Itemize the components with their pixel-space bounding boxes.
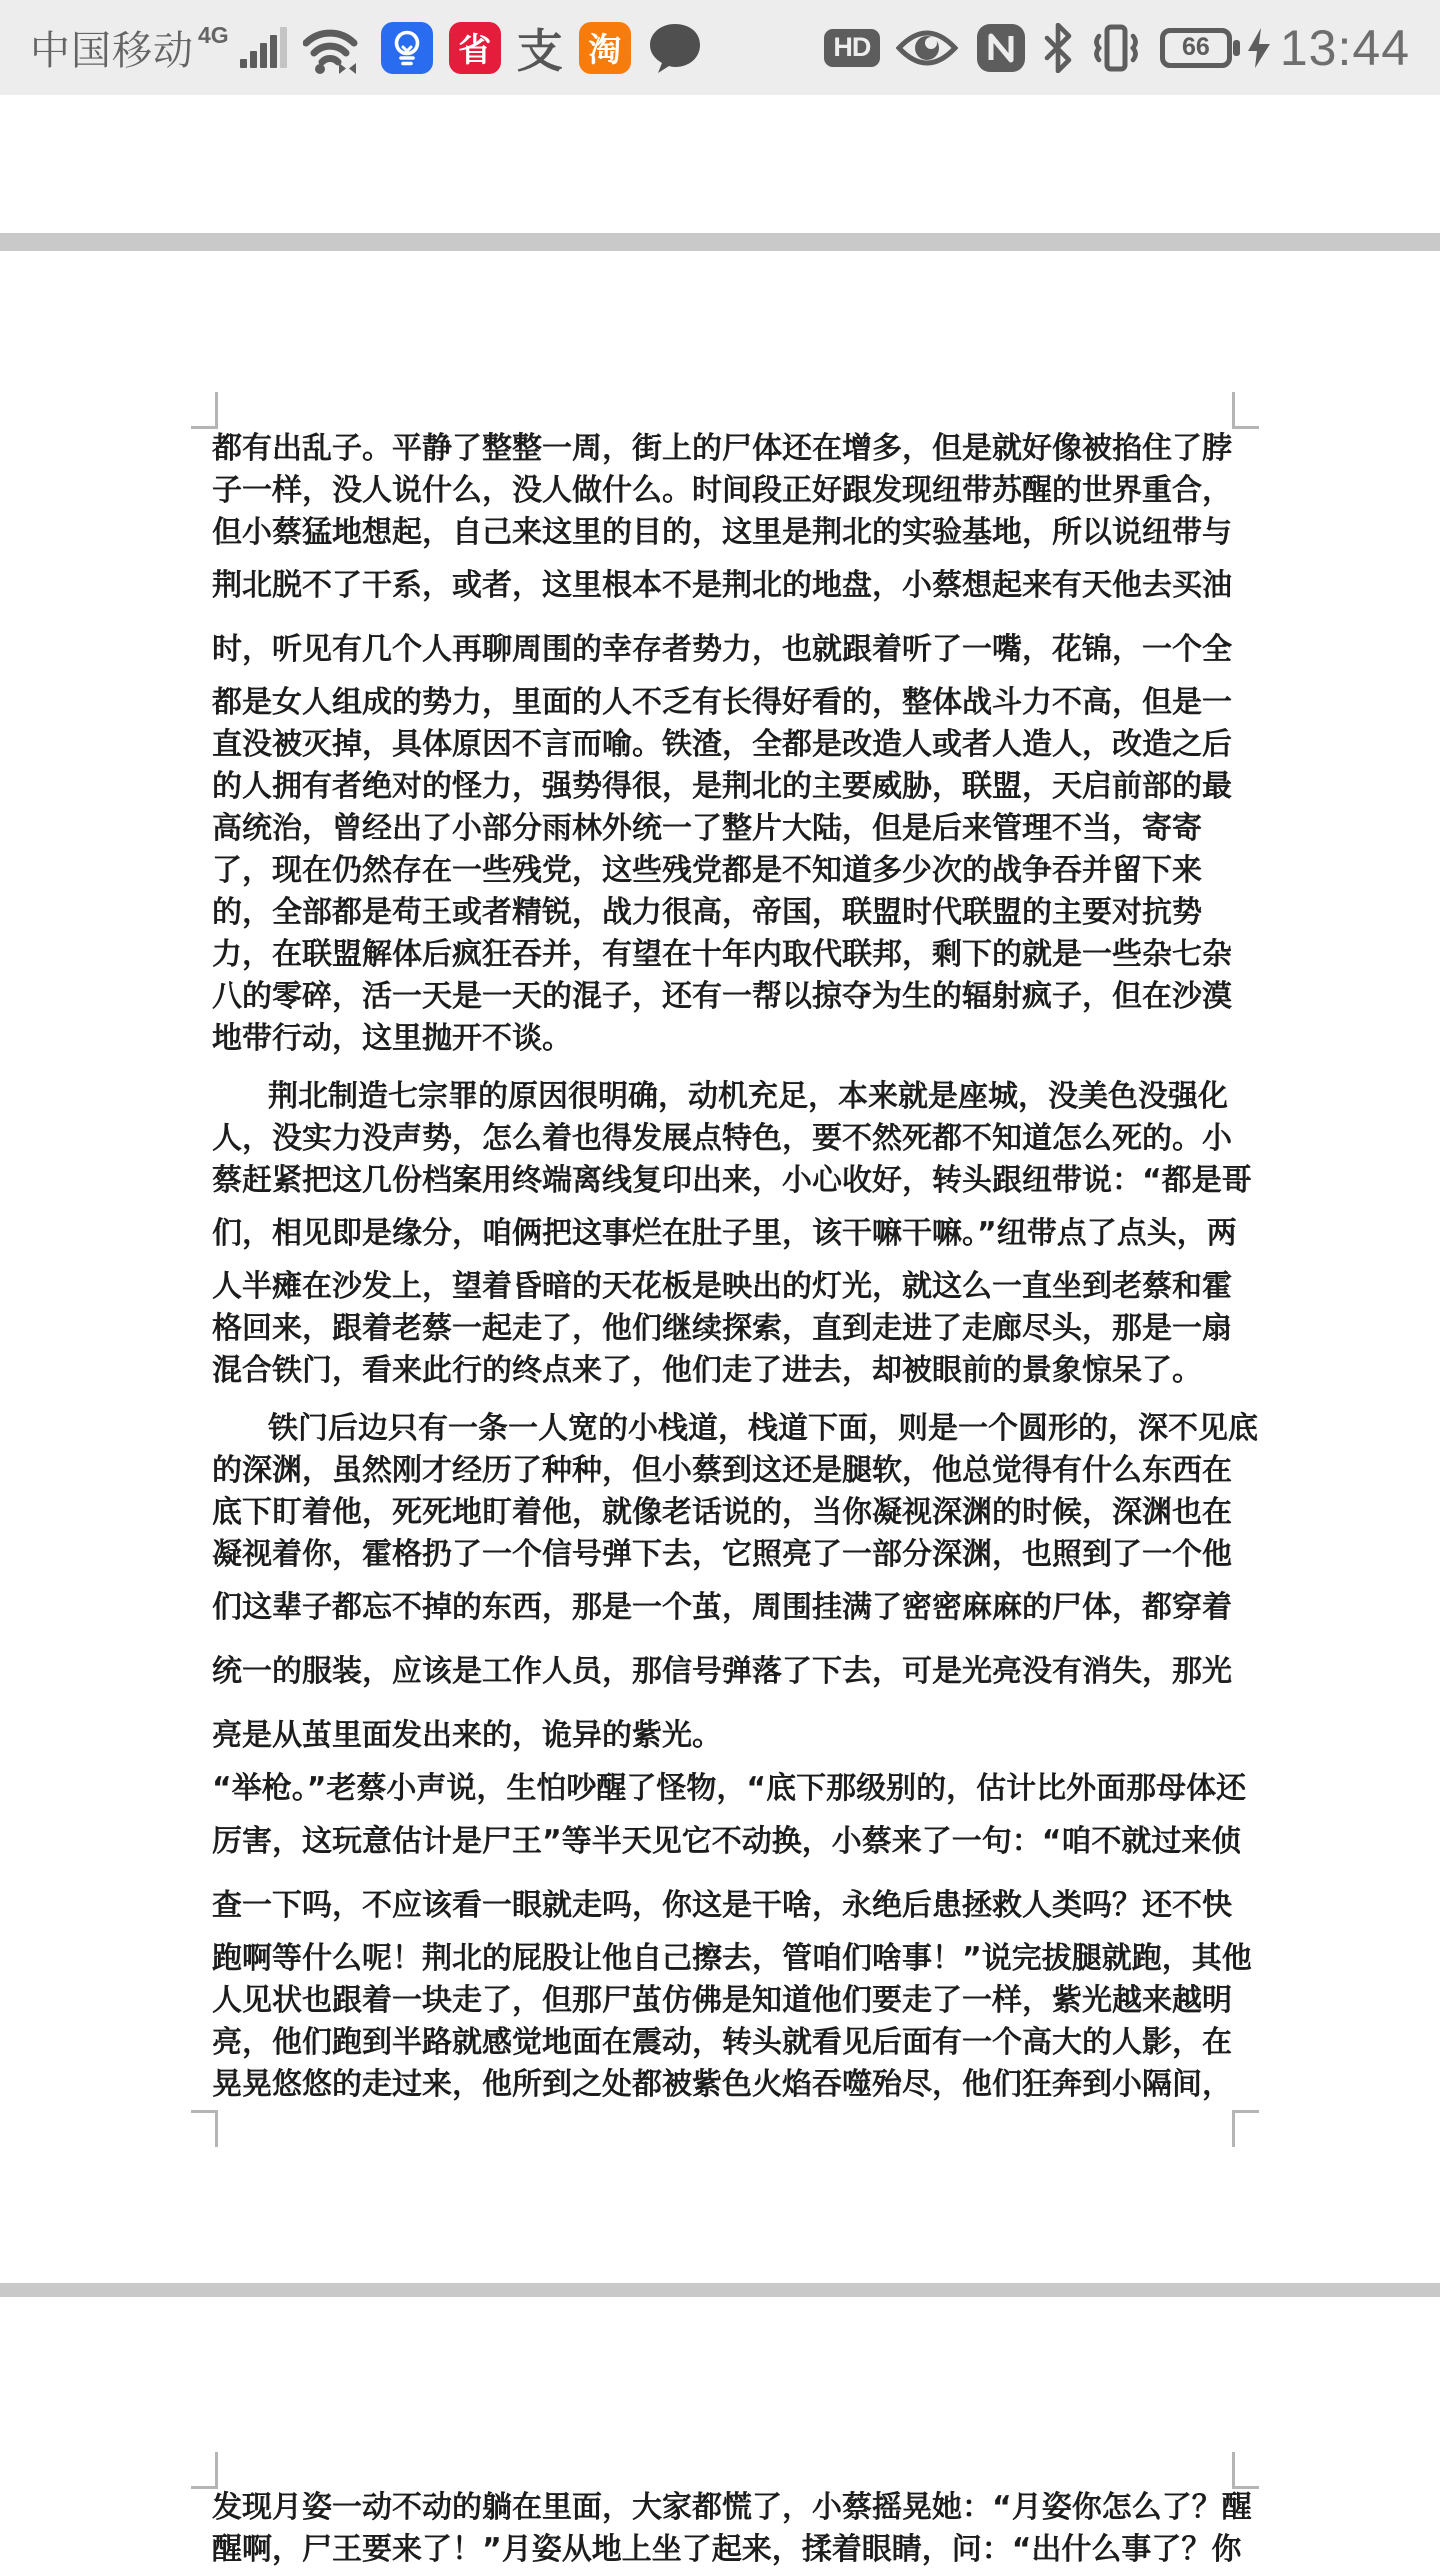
text-line: 晃晃悠悠的走过来，他所到之处都被紫色火焰吞噬殆尽，他们狂奔到小隔间， [212,2067,1232,2102]
text-line: 直没被灭掉，具体原因不言而喻。铁渣，全都是改造人或者人造人，改造之后 [212,727,1232,762]
carrier-label: 中国移动 [30,29,194,73]
status-bar[interactable] [0,0,1440,95]
wifi-icon [303,22,365,74]
status-bar-right [808,19,1410,77]
clock-label: 13:44 [1279,19,1410,76]
text-line: 亮，他们跑到半路就感觉地面在震动，转头就看见后面有一个高大的人影，在 [212,2025,1232,2060]
page-gap-bottom [0,2283,1440,2297]
alipay-icon: 支 [516,23,563,78]
text-line: 但小蔡猛地想起，自己来这里的目的，这里是荆北的实验基地，所以说纽带与 [212,515,1232,550]
status-bar-left [30,15,703,81]
text-line: 都是女人组成的势力，里面的人不乏有长得好看的，整体战斗力不高，但是一 [212,685,1232,720]
text-line: 亮是从茧里面发出来的，诡异的紫光。 [212,1718,722,1753]
network-type-label: 4G [198,22,229,48]
text-line: 蔡赶紧把这几份档案用终端离线复印出来，小心收好，转头跟纽带说：“都是哥 [212,1163,1252,1198]
text-line: 的人拥有者绝对的怪力，强势得很，是荆北的主要威胁，联盟，天启前部的最 [212,769,1232,804]
text-line: 了，现在仍然存在一些残党，这些残党都是不知道多少次的战争吞并留下来 [212,853,1202,888]
text-line: 的深渊，虽然刚才经历了种种，但小蔡到这还是腿软，他总觉得有什么东西在 [212,1453,1232,1488]
text-line: “举枪。”老蔡小声说，生怕吵醒了怪物，“底下那级别的，估计比外面那母体还 [212,1771,1247,1806]
bulb-app-icon [381,22,433,74]
text-line: 地带行动，这里抛开不谈。 [212,1021,572,1056]
text-line: 醒啊，尸王要来了！”月姿从地上坐了起来，揉着眼睛，问：“出什么事了？你 [212,2532,1242,2567]
sheng-app-icon: 省 [449,22,501,74]
text-line: 人半瘫在沙发上，望着昏暗的天花板是映出的灯光，就这么一直坐到老蔡和霍 [212,1269,1232,1304]
battery-percent: 66 [1181,33,1210,61]
eye-comfort-icon [896,26,958,70]
text-line: 混合铁门，看来此行的终点来了，他们走了进去，却被眼前的景象惊呆了。 [212,1353,1202,1388]
nfc-icon [974,21,1028,75]
text-line: 力，在联盟解体后疯狂吞并，有望在十年内取代联邦，剩下的就是一些杂七杂 [212,937,1232,972]
page1-text[interactable] [212,428,1258,2106]
page2-text[interactable] [212,2487,1252,2571]
battery-icon [1160,28,1232,68]
text-line: 都有出乱子。平静了整整一周，街上的尸体还在增多，但是就好像被掐住了脖 [212,431,1232,466]
text-line: 们这辈子都忘不掉的东西，那是一个茧，周围挂满了密密麻麻的尸体，都穿着 [212,1590,1232,1625]
margin-mark-top-left [191,392,218,429]
margin-mark-bottom-left [191,2110,218,2147]
charging-bolt-icon [1248,28,1270,68]
page-gap-top [0,233,1440,251]
text-line: 查一下吗，不应该看一眼就走吗，你这是干啥，永绝后患拯救人类吗？还不快 [212,1888,1232,1923]
text-line: 跑啊等什么呢！荆北的屁股让他自己擦去，管咱们啥事！”说完拔腿就跑，其他 [212,1941,1252,1976]
text-line: 高统治，曾经出了小部分雨林外统一了整片大陆，但是后来管理不当，寄寄 [212,811,1202,846]
text-line: 人见状也跟着一块走了，但那尸茧仿佛是知道他们要走了一样，紫光越来越明 [212,1983,1232,2018]
text-line: 铁门后边只有一条一人宽的小栈道，栈道下面，则是一个圆形的，深不见底 [268,1411,1258,1446]
vibrate-icon [1088,23,1144,73]
taobao-icon: 淘 [579,22,631,74]
text-line: 荆北制造七宗罪的原因很明确，动机充足，本来就是座城，没美色没强化 [268,1079,1228,1114]
margin-mark-top-right [1232,392,1259,429]
text-line: 八的零碎，活一天是一天的混子，还有一帮以掠夺为生的辐射疯子，但在沙漠 [212,979,1232,1014]
hd-icon: HD [824,29,880,67]
text-line: 时，听见有几个人再聊周围的幸存者势力，也就跟着听了一嘴，花锦，一个全 [212,632,1232,667]
chat-bubble-icon [647,22,703,74]
battery-nub [1233,40,1240,56]
text-line: 厉害，这玩意估计是尸王”等半天见它不动换，小蔡来了一句：“咱不就过来侦 [212,1824,1242,1859]
margin-mark-page2-top-left [191,2452,218,2489]
margin-mark-bottom-right [1232,2110,1259,2147]
text-line: 底下盯着他，死死地盯着他，就像老话说的，当你凝视深渊的时候，深渊也在 [212,1495,1232,1530]
bluetooth-icon [1044,23,1072,73]
text-line: 发现月姿一动不动的躺在里面，大家都慌了，小蔡摇晃她：“月姿你怎么了？醒 [212,2490,1252,2525]
text-line: 统一的服装，应该是工作人员，那信号弹落了下去，可是光亮没有消失，那光 [212,1654,1232,1689]
text-line: 凝视着你，霍格扔了一个信号弹下去，它照亮了一部分深渊，也照到了一个他 [212,1537,1232,1572]
text-line: 的，全部都是苟王或者精锐，战力很高，帝国，联盟时代联盟的主要对抗势 [212,895,1202,930]
text-line: 们，相见即是缘分，咱俩把这事烂在肚子里，该干嘛干嘛。”纽带点了点头，两 [212,1216,1237,1251]
text-line: 子一样，没人说什么，没人做什么。时间段正好跟发现纽带苏醒的世界重合， [212,473,1232,508]
margin-mark-page2-top-right [1232,2452,1259,2489]
signal-bars-icon [237,27,287,68]
text-line: 人，没实力没声势，怎么着也得发展点特色，要不然死都不知道怎么死的。小 [212,1121,1232,1156]
text-line: 格回来，跟着老蔡一起走了，他们继续探索，直到走进了走廊尽头，那是一扇 [212,1311,1232,1346]
text-line: 荆北脱不了干系，或者，这里根本不是荆北的地盘，小蔡想起来有天他去买油 [212,568,1232,603]
